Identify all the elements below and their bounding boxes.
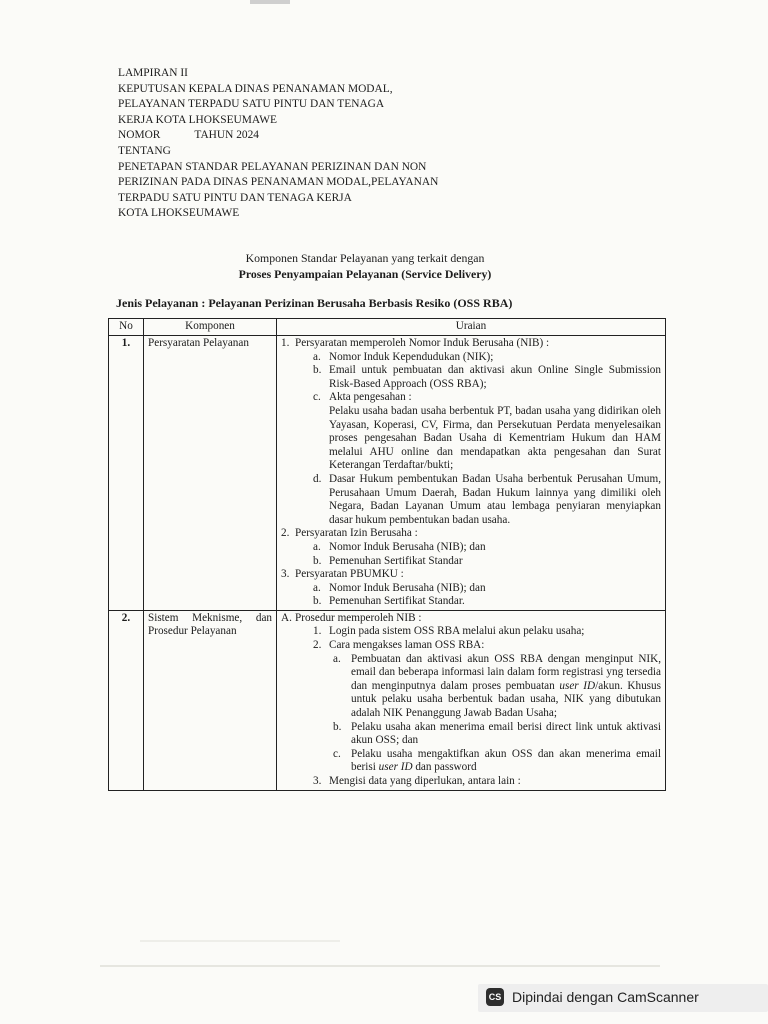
header-komponen: Komponen bbox=[144, 319, 277, 336]
list-item bbox=[281, 612, 661, 789]
sub-item bbox=[295, 391, 661, 473]
row-uraian bbox=[277, 336, 666, 611]
section-heading bbox=[140, 250, 590, 282]
sub-item bbox=[295, 351, 661, 365]
section-marker: A. bbox=[281, 611, 292, 624]
heading-line-2: Proses Penyampaian Pelayanan (Service Delivery) bbox=[238, 267, 492, 281]
uraian-list bbox=[281, 612, 661, 789]
step-text: Login pada sistem OSS RBA melalui akun pelaku usaha; bbox=[329, 625, 585, 638]
sub-item bbox=[295, 364, 661, 391]
row-number: 1. bbox=[109, 336, 144, 611]
header-line: PENETAPAN STANDAR PELAYANAN PERIZINAN DAN NON bbox=[118, 160, 427, 173]
sub-marker: a. bbox=[313, 350, 321, 363]
step-item bbox=[295, 775, 661, 789]
nomor-line bbox=[118, 128, 498, 144]
item-marker: 2. bbox=[281, 527, 290, 540]
section-text: Prosedur memperoleh NIB : bbox=[295, 611, 422, 624]
sub-list bbox=[295, 541, 661, 568]
sub-item bbox=[295, 595, 661, 609]
header-line: LAMPIRAN II bbox=[118, 67, 188, 79]
sub-text: Pemenuhan Sertifikat Standar. bbox=[329, 595, 465, 608]
step-sub-wrapper bbox=[295, 653, 661, 775]
sub-emphasis: user ID bbox=[559, 679, 596, 692]
table-header-row bbox=[109, 319, 666, 336]
step-item bbox=[295, 625, 661, 639]
sub-text: Nomor Induk Berusaha (NIB); dan bbox=[329, 540, 486, 553]
sub-item bbox=[295, 748, 661, 775]
sub-text-cont: /akun. Khusus untuk pelaku usaha berbentuk badan usaha, NIK yang dibutukan adalah NIK Penanggung Jawab Badan Usaha; bbox=[351, 679, 661, 720]
item-marker: 1. bbox=[281, 337, 290, 349]
row-uraian bbox=[277, 610, 666, 790]
sub-text: Pelaku usaha mengaktifkan akun OSS dan akan menerima email berisi bbox=[351, 747, 661, 774]
row-komponen: Persyaratan Pelayanan bbox=[144, 336, 277, 611]
camscanner-watermark-text: Dipindai dengan CamScanner bbox=[512, 989, 699, 1005]
header-line: PERIZINAN PADA DINAS PENANAMAN MODAL,PELAYANAN bbox=[118, 176, 439, 189]
sub-list bbox=[295, 582, 661, 609]
row-komponen: Sistem Meknisme, dan Prosedur Pelayanan bbox=[144, 610, 277, 790]
step-sub-items bbox=[295, 653, 661, 775]
list-item bbox=[281, 527, 661, 568]
sub-marker: b. bbox=[333, 720, 342, 733]
sub-text: Pelaku usaha akan menerima email berisi direct link untuk aktivasi akun OSS; dan bbox=[351, 720, 661, 747]
sub-text: Nomor Induk Kependudukan (NIK); bbox=[329, 350, 494, 363]
header-line: PELAYANAN TERPADU SATU PINTU DAN TENAGA bbox=[118, 98, 385, 111]
header-line: KERJA KOTA LHOKSEUMAWE bbox=[118, 113, 277, 126]
scan-bleed-line bbox=[100, 965, 660, 967]
sub-marker: c. bbox=[333, 747, 341, 760]
jenis-pelayanan: Jenis Pelayanan : Pelayanan Perizinan Berusaha Berbasis Resiko (OSS RBA) bbox=[116, 296, 513, 310]
sub-text: Nomor Induk Berusaha (NIB); dan bbox=[329, 581, 486, 594]
header-line: TERPADU SATU PINTU DAN TENAGA KERJA bbox=[118, 191, 352, 204]
item-marker: 3. bbox=[281, 568, 290, 581]
item-text: Persyaratan Izin Berusaha : bbox=[295, 527, 418, 540]
standar-pelayanan-table bbox=[108, 318, 666, 791]
camscanner-logo-icon: CS bbox=[486, 988, 504, 1006]
sub-item bbox=[295, 653, 661, 721]
header-uraian: Uraian bbox=[277, 319, 666, 336]
sub-marker: c. bbox=[313, 391, 321, 404]
sub-text: Email untuk pembuatan dan aktivasi akun Online Single Submission Risk-Based Approach (OSS RBA); bbox=[329, 364, 661, 390]
step-text: Cara mengakses laman OSS RBA: bbox=[329, 639, 485, 652]
sub-block-text: Pelaku usaha badan usaha berbentuk PT, badan usaha yang didirikan oleh Yayasan, Koperasi, CV, Firma, dan Persekutuan Perdata menyelesaikan proses pengesahan Badan Usaha di Kementriam Hukum dan HAM melalui AHU online dan mendapatkan akta pengesahan dan Surat Keterangan Terdaftar/bukti; bbox=[329, 404, 661, 472]
sub-item bbox=[295, 582, 661, 596]
step-list bbox=[295, 625, 661, 788]
sub-text-cont: dan password bbox=[412, 761, 477, 774]
heading-line-1: Komponen Standar Pelayanan yang terkait dengan bbox=[245, 251, 485, 265]
sub-text: Akta pengesahan : bbox=[329, 391, 412, 404]
sub-emphasis: user ID bbox=[378, 761, 413, 774]
table-row bbox=[109, 610, 666, 790]
item-text: Persyaratan memperoleh Nomor Induk Berusaha (NIB) : bbox=[295, 337, 550, 349]
header-no: No bbox=[109, 319, 144, 336]
header-line: KOTA LHOKSEUMAWE bbox=[118, 207, 240, 220]
sub-item bbox=[295, 555, 661, 569]
step-marker: 3. bbox=[313, 775, 322, 787]
sub-item bbox=[295, 473, 661, 527]
sub-text: Dasar Hukum pembentukan Badan Usaha berbentuk Perusahan Umum, Perusahaan Umum Daerah, Badan Hukum lainnya yang dimiliki oleh Negara, Badan Layanan Umum atau lembaga penyiaran menyiapkan dasar hukum pembentukan badan usaha. bbox=[329, 472, 661, 526]
item-text: Persyaratan PBUMKU : bbox=[295, 568, 404, 581]
sub-list bbox=[295, 351, 661, 528]
sub-marker: a. bbox=[313, 581, 321, 594]
sub-marker: a. bbox=[333, 652, 341, 665]
sub-marker: b. bbox=[313, 554, 322, 567]
header-line: TENTANG bbox=[118, 144, 171, 157]
row-number: 2. bbox=[109, 610, 144, 790]
step-marker: 1. bbox=[313, 625, 322, 638]
sub-text: Pemenuhan Sertifikat Standar bbox=[329, 554, 463, 567]
sub-marker: a. bbox=[313, 540, 321, 553]
uraian-list bbox=[281, 337, 661, 609]
nomor-label: NOMOR bbox=[118, 129, 161, 142]
document-header bbox=[118, 66, 498, 222]
page-edge-mark bbox=[250, 0, 290, 4]
list-item bbox=[281, 337, 661, 527]
step-text: Mengisi data yang diperlukan, antara lain : bbox=[329, 775, 521, 787]
scan-bleed-line bbox=[140, 940, 340, 942]
tahun-label: TAHUN 2024 bbox=[194, 129, 259, 142]
sub-item bbox=[295, 721, 661, 748]
sub-item bbox=[295, 541, 661, 555]
step-sub-list bbox=[295, 653, 661, 775]
header-line: KEPUTUSAN KEPALA DINAS PENANAMAN MODAL, bbox=[118, 82, 393, 95]
sub-marker: b. bbox=[313, 595, 322, 608]
step-marker: 2. bbox=[313, 639, 322, 652]
list-item bbox=[281, 568, 661, 609]
table-row bbox=[109, 336, 666, 611]
sub-marker: b. bbox=[313, 364, 322, 377]
sub-marker: d. bbox=[313, 472, 322, 485]
sub-text: Pembuatan dan aktivasi akun OSS RBA dengan menginput NIK, email dan beberapa informasi lain dalam form registrasi yng tersedia dan menginputnya dalam proses pembuatan bbox=[351, 652, 661, 692]
step-item bbox=[295, 639, 661, 775]
